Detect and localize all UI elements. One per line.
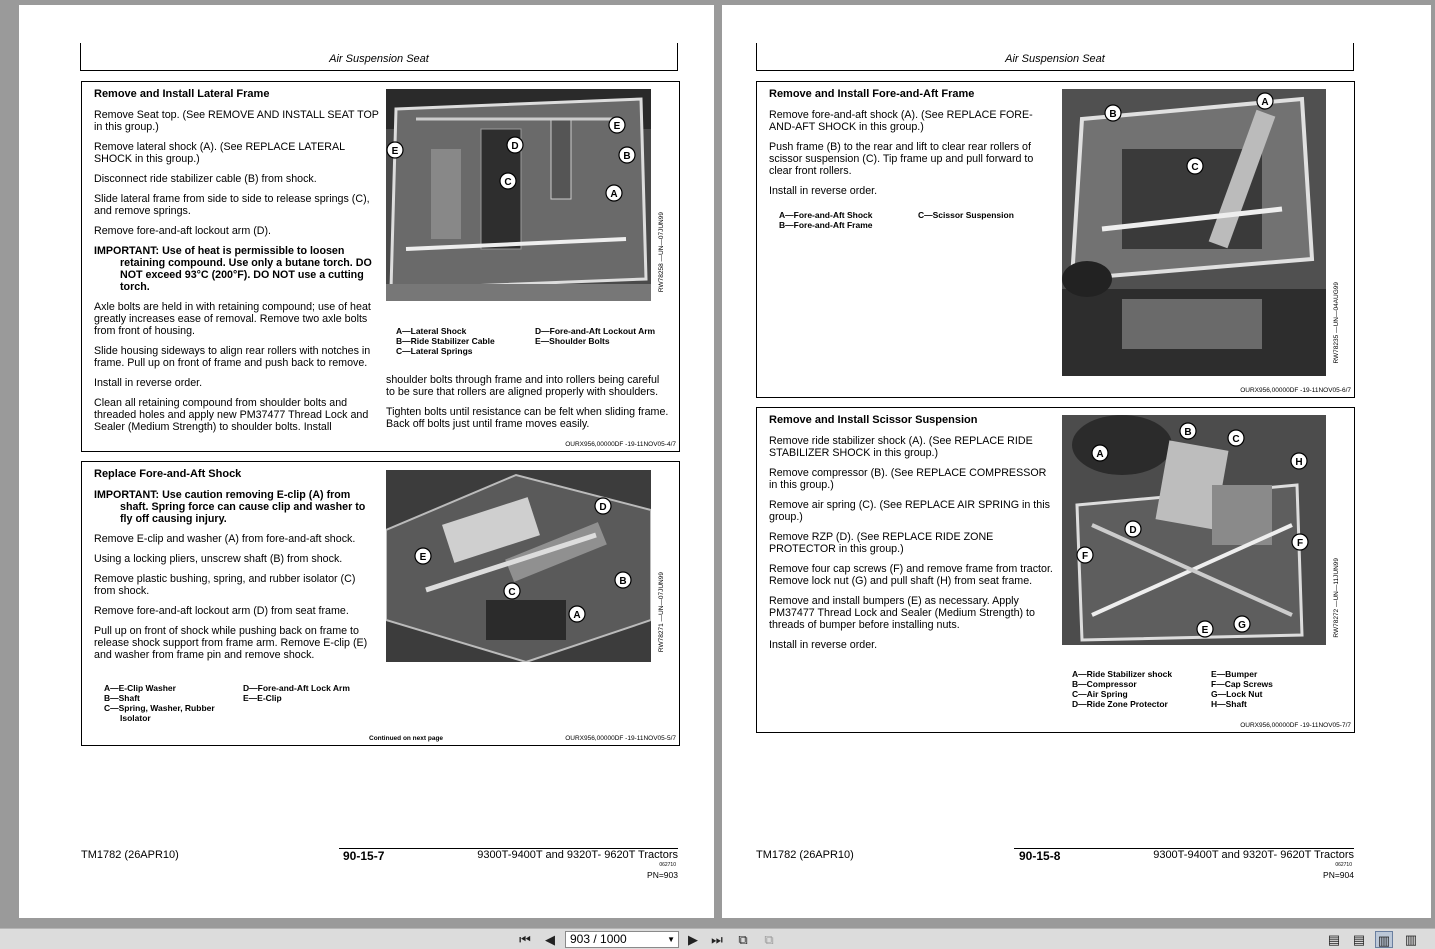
paragraph: Tighten bolts until resistance can be felt when sliding frame. Back off bolts just until frame moves easily.: [386, 406, 669, 430]
section-body-continued: [386, 374, 671, 438]
callout-label: A: [1261, 97, 1269, 108]
legend-item: G—Lock Nut: [1211, 689, 1263, 699]
callout-label: B: [1109, 109, 1117, 120]
legend-item: E—E-Clip: [243, 693, 282, 703]
fore-aft-shock-photo: [386, 470, 651, 662]
paragraph: Remove plastic bushing, spring, and rubber isolator (C) from shock.: [94, 573, 356, 597]
section-body: [94, 109, 379, 441]
figure-legend: [779, 210, 1059, 232]
fore-aft-frame-photo: [1062, 89, 1326, 376]
legend-item: B—Fore-and-Aft Frame: [779, 220, 873, 230]
paragraph: Remove fore-and-aft shock (A). (See REPLACE FORE-AND-AFT SHOCK in this group.): [769, 109, 1033, 133]
footer-page-number: 90-15-7: [343, 849, 385, 863]
paragraph: Disconnect ride stabilizer cable (B) from shock.: [94, 173, 317, 185]
continuous-facing-view-button[interactable]: [1402, 931, 1420, 948]
paragraph: Clean all retaining compound from shoulder bolts and threaded holes and apply new PM37477 Thread Lock and Sealer (Medium Strength) to shoulder bolts. Install: [94, 397, 369, 433]
paragraph: Pull up on front of shock while pushing back on frame to release shock support from frame arm. Remove E-clip (E) and washer from frame pin and remove shock.: [94, 625, 368, 661]
figure-code: RW78271 —UN—07JUN99: [658, 572, 665, 653]
paragraph: Slide housing sideways to align rear rollers with notches in frame. Pull up on front of frame and push back to remove.: [94, 345, 371, 369]
fore-aft-shock-illustration: [386, 470, 651, 662]
page-number-select[interactable]: [565, 931, 679, 948]
legend-item: A—Fore-and-Aft Shock: [779, 210, 873, 220]
pdf-page-left: [19, 5, 714, 918]
reference-code: OURX956,00000DF -19-11NOV05-5/7: [565, 735, 676, 742]
figure-legend: [396, 326, 676, 358]
callout-label: E: [419, 552, 427, 563]
legend-item: C—Air Spring: [1072, 689, 1128, 699]
legend-item: E—Bumper: [1211, 669, 1258, 679]
callout-label: C: [504, 177, 512, 188]
scissor-suspension-photo: [1062, 415, 1326, 645]
last-page-button[interactable]: [708, 931, 726, 948]
section-lateral-frame: [81, 81, 680, 452]
callout-label: D: [1129, 525, 1137, 536]
paragraph: Remove four cap screws (F) and remove frame from tractor. Remove lock nut (G) and pull shaft (H) from seat frame.: [769, 563, 1053, 587]
reference-code: OURX956,00000DF -19-11NOV05-4/7: [565, 441, 676, 448]
footer-tag: 062710: [1335, 862, 1352, 868]
callout-label: C: [1232, 434, 1240, 445]
legend-item: C—Spring, Washer, Rubber Isolator: [104, 703, 215, 723]
section-title: Replace Fore-and-Aft Shock: [94, 468, 242, 480]
legend-item: B—Ride Stabilizer Cable: [396, 336, 495, 346]
callout-label: E: [1201, 625, 1209, 636]
legend-item: C—Lateral Springs: [396, 346, 473, 356]
section-fore-aft-frame: [756, 81, 1355, 398]
paragraph: Remove ride stabilizer shock (A). (See REPLACE RIDE STABILIZER SHOCK in this group.): [769, 435, 1033, 459]
callout-label: A: [610, 189, 618, 200]
facing-pages-view-button[interactable]: [1375, 931, 1393, 948]
callout-label: H: [1295, 457, 1303, 468]
paragraph: Install in reverse order.: [94, 377, 203, 389]
chevron-down-icon: ▼: [667, 935, 675, 944]
paragraph: Push frame (B) to the rear and lift to clear rear rollers of scissor suspension (C). Tip frame up and pull forward to clear front rollers.: [769, 141, 1034, 177]
legend-item: D—Fore-and-Aft Lockout Arm: [535, 326, 656, 336]
section-body: [769, 435, 1054, 659]
paragraph: shoulder bolts through frame and into rollers being careful to be sure that rollers are aligned properly with shoulders.: [386, 374, 660, 398]
go-back-icon: ⧉: [738, 932, 748, 947]
section-body: [94, 489, 379, 669]
go-forward-icon: ⧉: [764, 932, 774, 947]
callout-label: F: [1081, 551, 1089, 562]
callout-label: D: [511, 141, 519, 152]
go-back-button[interactable]: [734, 931, 752, 948]
last-page-icon: ⏭: [711, 932, 723, 947]
paragraph: Remove compressor (B). (See REPLACE COMPRESSOR in this group.): [769, 467, 1047, 491]
footer-pn: PN=904: [1323, 870, 1354, 880]
legend-item: A—Lateral Shock: [396, 326, 467, 336]
paragraph: Remove lateral shock (A). (See REPLACE LATERAL SHOCK in this group.): [94, 141, 345, 165]
lateral-frame-photo: [386, 89, 651, 301]
callout-label: B: [623, 151, 631, 162]
callout-label: A: [573, 610, 581, 621]
callout-label: E: [391, 146, 399, 157]
lateral-frame-illustration: [386, 89, 651, 301]
paragraph: Using a locking pliers, unscrew shaft (B) from shock.: [94, 553, 343, 565]
callout-label: B: [619, 576, 627, 587]
section-scissor-suspension: [756, 407, 1355, 733]
legend-item: B—Shaft: [104, 693, 140, 703]
legend-item: F—Cap Screws: [1211, 679, 1273, 689]
first-page-icon: ⏮: [519, 932, 531, 947]
page-number-value: 903 / 1000: [570, 932, 627, 946]
footer-manual-id: TM1782 (26APR10): [756, 849, 854, 861]
figure-code: RW78272 —UN—11JUN99: [1333, 558, 1340, 638]
paragraph: Remove and install bumpers (E) as necessary. Apply PM37477 Thread Lock and Sealer (Medium Strength) to threads of bumper before installing nuts.: [769, 595, 1035, 631]
figure-legend: [104, 683, 404, 725]
pdf-page-right: [722, 5, 1431, 918]
scissor-suspension-illustration: [1062, 415, 1326, 645]
callout-label: F: [1296, 538, 1304, 549]
legend-item: E—Shoulder Bolts: [535, 336, 610, 346]
previous-page-button[interactable]: [541, 931, 559, 948]
paragraph: Remove RZP (D). (See REPLACE RIDE ZONE PROTECTOR in this group.): [769, 531, 994, 555]
next-page-icon: ▶: [688, 932, 698, 947]
legend-item: A—E-Clip Washer: [104, 683, 176, 693]
paragraph: Remove E-clip and washer (A) from fore-and-aft shock.: [94, 533, 356, 545]
paragraph: Install in reverse order.: [769, 185, 878, 197]
first-page-button[interactable]: [516, 931, 534, 948]
facing-pages-icon: ▥: [1377, 933, 1391, 948]
single-page-view-button[interactable]: [1325, 931, 1343, 948]
fore-aft-frame-illustration: [1062, 89, 1326, 376]
footer-tag: 062710: [659, 862, 676, 868]
paragraph: Axle bolts are held in with retaining compound; use of heat greatly increases ease of removal. Remove two axle bolts from front of housing.: [94, 301, 371, 337]
footer-pn: PN=903: [647, 870, 678, 880]
continuous-page-icon: ▤: [1352, 932, 1366, 947]
pdf-navigation-toolbar: [0, 928, 1435, 949]
paragraph: Install in reverse order.: [769, 639, 878, 651]
continuous-view-button[interactable]: [1350, 931, 1368, 948]
section-title: Remove and Install Scissor Suspension: [769, 414, 978, 426]
section-body: [769, 109, 1054, 205]
section-title: Remove and Install Lateral Frame: [94, 88, 270, 100]
next-page-button[interactable]: [684, 931, 702, 948]
footer-model: 9300T-9400T and 9320T- 9620T Tractors: [477, 849, 678, 861]
section-fore-aft-shock: [81, 461, 680, 746]
footer-page-number: 90-15-8: [1019, 849, 1061, 863]
section-title: Remove and Install Fore-and-Aft Frame: [769, 88, 975, 100]
legend-item: D—Fore-and-Aft Lock Arm: [243, 683, 350, 693]
figure-code: RW78235 —UN—04AUG99: [1333, 282, 1340, 364]
footer-manual-id: TM1782 (26APR10): [81, 849, 179, 861]
paragraph: Slide lateral frame from side to side to release springs (C), and remove springs.: [94, 193, 370, 217]
important-note: IMPORTANT: Use of heat is permissible to loosen retaining compound. Use only a butane torch. DO NOT exceed 93°C (200°F). DO NOT use a cutting torch.: [94, 245, 372, 293]
legend-item: D—Ride Zone Protector: [1072, 699, 1168, 709]
reference-code: OURX956,00000DF -19-11NOV05-6/7: [1240, 387, 1351, 394]
important-note: IMPORTANT: Use caution removing E-clip (A) from shaft. Spring force can cause clip and washer to fly off causing injury.: [94, 489, 366, 525]
callout-label: C: [508, 587, 516, 598]
callout-label: C: [1191, 162, 1199, 173]
callout-label: G: [1238, 620, 1246, 631]
single-page-icon: ▤: [1327, 932, 1341, 947]
page-header: Air Suspension Seat: [80, 43, 678, 71]
figure-code: RW78258 —UN—07JUN99: [658, 212, 665, 293]
continuous-facing-icon: ▥: [1404, 932, 1418, 947]
figure-legend: [1072, 669, 1352, 711]
legend-item: B—Compressor: [1072, 679, 1137, 689]
legend-item: A—Ride Stabilizer shock: [1072, 669, 1173, 679]
callout-label: D: [599, 502, 607, 513]
continued-note: Continued on next page: [369, 735, 444, 742]
callout-label: A: [1096, 449, 1104, 460]
paragraph: Remove fore-and-aft lockout arm (D) from seat frame.: [94, 605, 349, 617]
paragraph: Remove fore-and-aft lockout arm (D).: [94, 225, 271, 237]
page-header: Air Suspension Seat: [756, 43, 1354, 71]
legend-item: H—Shaft: [1211, 699, 1247, 709]
callout-label: B: [1184, 427, 1192, 438]
go-forward-button[interactable]: [760, 931, 778, 948]
callout-label: E: [613, 121, 621, 132]
previous-page-icon: ◀: [545, 932, 555, 947]
legend-item: C—Scissor Suspension: [918, 210, 1014, 220]
reference-code: OURX956,00000DF -19-11NOV05-7/7: [1240, 722, 1351, 729]
paragraph: Remove air spring (C). (See REPLACE AIR SPRING in this group.): [769, 499, 1050, 523]
footer-model: 9300T-9400T and 9320T- 9620T Tractors: [1153, 849, 1354, 861]
paragraph: Remove Seat top. (See REMOVE AND INSTALL SEAT TOP in this group.): [94, 109, 379, 133]
